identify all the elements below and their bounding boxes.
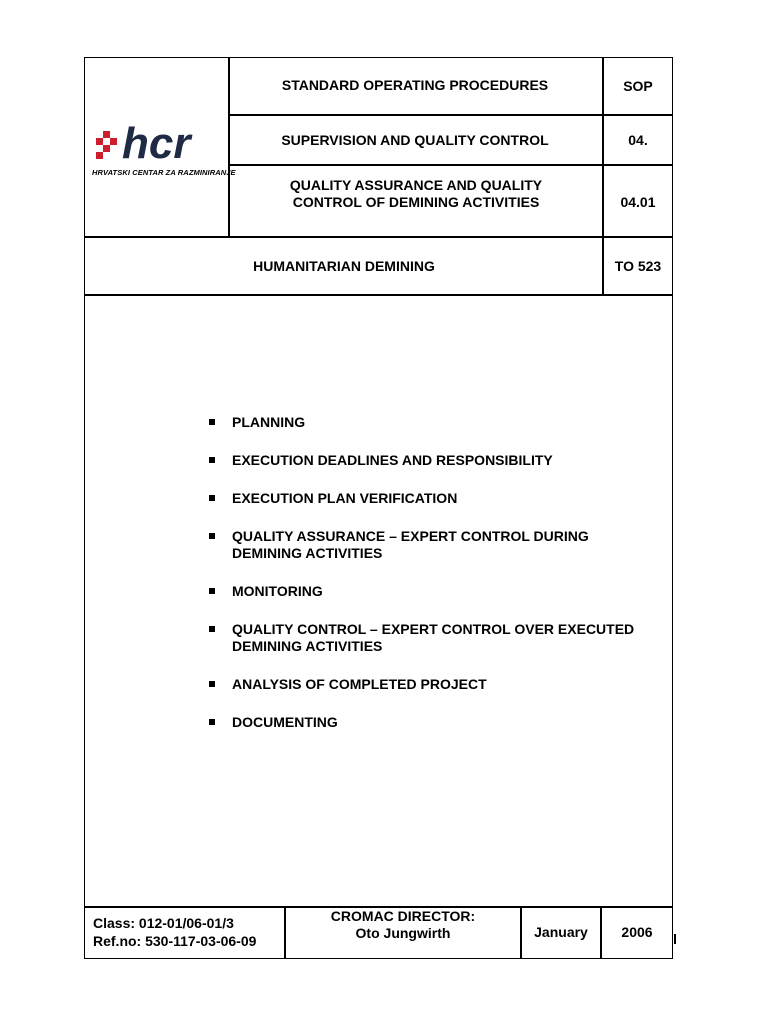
issue-year: 2006	[621, 923, 653, 940]
logo-tagline: HRVATSKI CENTAR ZA RAZMINIRANJE	[92, 168, 236, 177]
area-code: TO 523	[614, 257, 662, 274]
logo-wordmark: hcr	[122, 119, 191, 168]
class-number: Class: 012-01/06-01/3	[93, 915, 234, 931]
list-item: EXECUTION PLAN VERIFICATION	[206, 490, 646, 507]
list-item: ANALYSIS OF COMPLETED PROJECT	[206, 676, 646, 693]
list-item: EXECUTION DEADLINES AND RESPONSIBILITY	[206, 452, 646, 469]
bullet-icon	[209, 681, 215, 687]
document-class-block	[93, 914, 256, 950]
list-item: QUALITY ASSURANCE – EXPERT CONTROL DURING DEMINING ACTIVITIES	[206, 528, 646, 562]
bullet-icon	[209, 457, 215, 463]
section-title: SUPERVISION AND QUALITY CONTROL	[281, 131, 549, 148]
list-item: MONITORING	[206, 583, 646, 600]
list-item: QUALITY CONTROL – EXPERT CONTROL OVER EXECUTED DEMINING ACTIVITIES	[206, 621, 646, 655]
issue-month: January	[534, 923, 588, 940]
bullet-icon	[209, 626, 215, 632]
director-block	[286, 908, 520, 942]
bullet-icon	[209, 533, 215, 539]
section-code: 04.	[628, 131, 648, 148]
rule-header-3	[84, 236, 673, 238]
checkerboard-icon	[96, 131, 117, 159]
margin-mark	[674, 934, 676, 944]
list-item: DOCUMENTING	[206, 714, 646, 731]
topic-title: QUALITY ASSURANCE AND QUALITY CONTROL OF DEMINING ACTIVITIES	[289, 177, 543, 210]
reference-number: Ref.no: 530-117-03-06-09	[93, 933, 257, 949]
bullet-icon	[209, 419, 215, 425]
contents-list	[206, 414, 646, 752]
rule-header-4	[84, 294, 673, 296]
bullet-icon	[209, 588, 215, 594]
doc-type-title: STANDARD OPERATING PROCEDURES	[281, 76, 549, 93]
rule-header-1	[228, 114, 673, 116]
director-title: CROMAC DIRECTOR:	[330, 908, 476, 924]
bullet-icon	[209, 495, 215, 501]
doc-type-code: SOP	[623, 77, 653, 94]
rule-header-2	[228, 164, 673, 166]
area-title: HUMANITARIAN DEMINING	[253, 257, 435, 274]
topic-code: 04.01	[620, 193, 656, 210]
bullet-icon	[209, 719, 215, 725]
director-name: Oto Jungwirth	[355, 925, 451, 941]
list-item: PLANNING	[206, 414, 646, 431]
